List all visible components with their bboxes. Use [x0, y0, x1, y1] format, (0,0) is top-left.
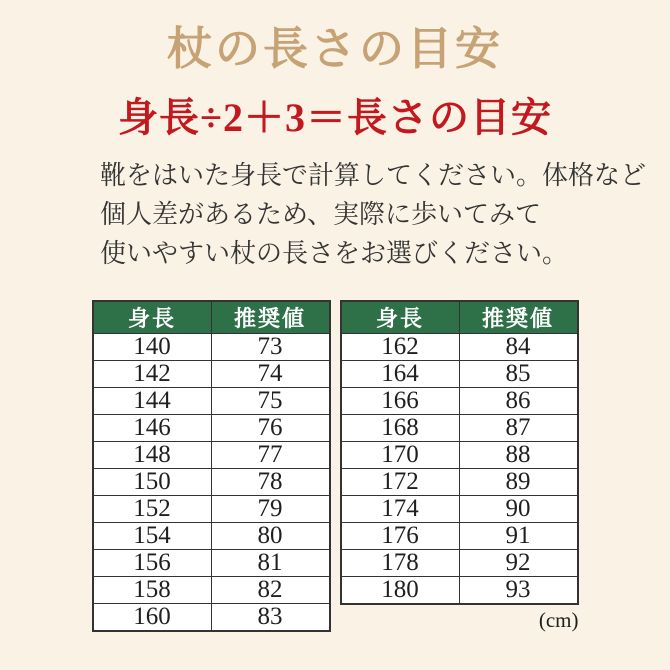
table-row [341, 442, 578, 469]
table-cell: 172 [341, 469, 460, 496]
table-body [341, 334, 578, 605]
table-row [93, 523, 330, 550]
table-cell: 142 [93, 361, 212, 388]
table-cell: 180 [341, 577, 460, 605]
table-cell: 86 [459, 388, 578, 415]
table-row [93, 577, 330, 604]
length-formula: 身長÷2＋3＝長さの目安 [118, 95, 552, 140]
table-cell: 176 [341, 523, 460, 550]
description-line-2: 個人差があるため、実際に歩いてみて [100, 200, 541, 229]
table-cell: 76 [211, 415, 330, 442]
table-cell: 77 [211, 442, 330, 469]
table-row [93, 361, 330, 388]
table-cell: 178 [341, 550, 460, 577]
table-row [93, 496, 330, 523]
table-cell: 81 [211, 550, 330, 577]
table-cell: 90 [459, 496, 578, 523]
header-row [341, 301, 578, 334]
description-line-3: 使いやすい杖の長さをお選びください。 [100, 239, 569, 268]
table-cell: 154 [93, 523, 212, 550]
column-header-recommended: 推奨値 [459, 301, 578, 334]
table-header [341, 301, 578, 334]
column-header-height: 身長 [93, 301, 212, 334]
table-cell: 79 [211, 496, 330, 523]
height-table-left-wrap [92, 300, 331, 632]
table-cell: 140 [93, 334, 212, 361]
table-cell: 73 [211, 334, 330, 361]
table-cell: 160 [93, 604, 212, 632]
table-row [341, 577, 578, 605]
height-table-right [340, 300, 579, 605]
table-cell: 166 [341, 388, 460, 415]
unit-label: (cm) [538, 608, 579, 632]
table-cell: 156 [93, 550, 212, 577]
column-header-recommended: 推奨値 [211, 301, 330, 334]
height-tables [0, 300, 670, 633]
table-cell: 80 [211, 523, 330, 550]
table-cell: 146 [93, 415, 212, 442]
column-header-height: 身長 [341, 301, 460, 334]
table-header [93, 301, 330, 334]
table-row [93, 415, 330, 442]
table-cell: 74 [211, 361, 330, 388]
table-row [341, 361, 578, 388]
table-row [93, 604, 330, 632]
table-cell: 85 [459, 361, 578, 388]
table-cell: 84 [459, 334, 578, 361]
table-cell: 88 [459, 442, 578, 469]
table-cell: 82 [211, 577, 330, 604]
page-title: 杖の長さの目安 [166, 24, 503, 74]
table-cell: 93 [459, 577, 578, 605]
table-cell: 152 [93, 496, 212, 523]
table-row [341, 496, 578, 523]
table-row [341, 550, 578, 577]
description-line-1: 靴をはいた身長で計算してください。体格など [100, 161, 647, 190]
table-cell: 148 [93, 442, 212, 469]
table-row [93, 442, 330, 469]
description [100, 156, 670, 273]
table-cell: 89 [459, 469, 578, 496]
height-table-left [92, 300, 331, 632]
table-cell: 87 [459, 415, 578, 442]
table-row [93, 550, 330, 577]
table-cell: 92 [459, 550, 578, 577]
table-row [341, 469, 578, 496]
table-cell: 83 [211, 604, 330, 632]
table-row [93, 388, 330, 415]
table-row [341, 415, 578, 442]
table-row [341, 334, 578, 361]
table-row [341, 523, 578, 550]
table-cell: 144 [93, 388, 212, 415]
table-body [93, 334, 330, 632]
table-row [93, 469, 330, 496]
table-cell: 91 [459, 523, 578, 550]
table-cell: 78 [211, 469, 330, 496]
table-cell: 168 [341, 415, 460, 442]
table-cell: 170 [341, 442, 460, 469]
table-cell: 150 [93, 469, 212, 496]
table-cell: 174 [341, 496, 460, 523]
height-table-right-wrap [340, 300, 579, 633]
table-cell: 158 [93, 577, 212, 604]
table-row [93, 334, 330, 361]
table-cell: 75 [211, 388, 330, 415]
table-cell: 162 [341, 334, 460, 361]
table-cell: 164 [341, 361, 460, 388]
header-row [93, 301, 330, 334]
table-row [341, 388, 578, 415]
